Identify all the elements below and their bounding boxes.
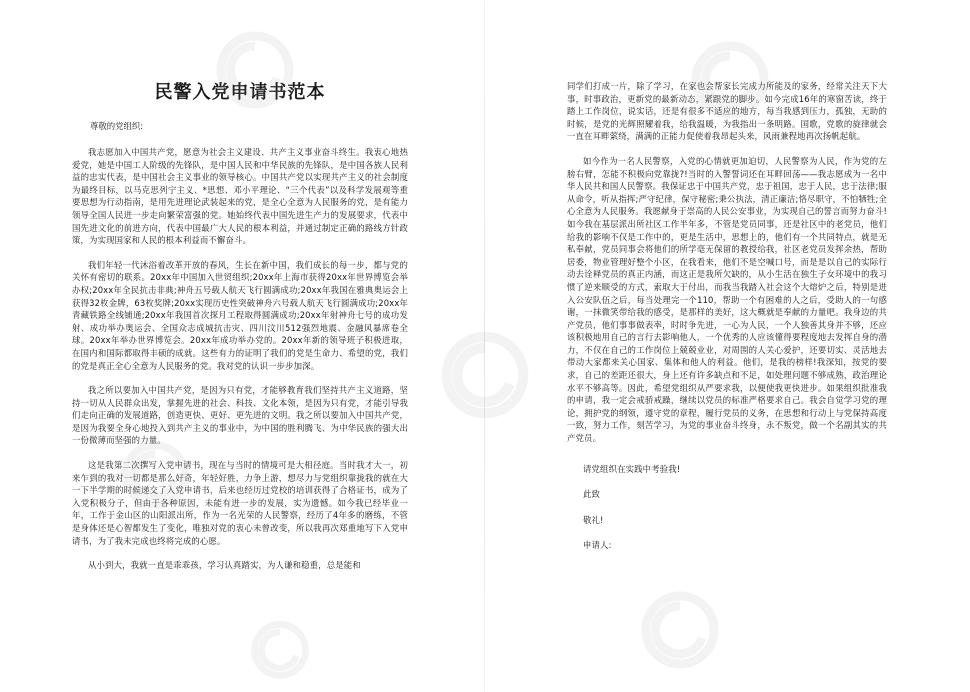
right-body [567, 80, 887, 565]
paragraph-2: 我们年轻一代沐浴着改革开放的春风，生长在新中国，我们成长的每一步，都与党的关怀有密切的联系。20xx年中国加入世贸组织;20xx年上海市获得20xx年世界博览会举办权;20xx年全民抗击非典;神舟五号载人航天飞行圆满成功;20xx年我国在雅典奥运会上获得32枚金牌，63枚奖牌;20xx实现历史性突破神舟六号载人航天飞行圆满成功;20xx年青藏铁路全线铺通;20xx年我国首次探月工程取得圆满成功;20xx年射神舟七号的成功发射、成功举办奥运会、全国众志成城抗击灾、四川汶川512强烈地震、金融风暴席卷全球。20xx年举办世界博览会。20xx年成功举办党的。20xx年新的领导班子积极进取，在国内和国际都取得丰硕的成就。这些有力的证明了我们的党是生命力、希望的党，我们的党是真正全心全意为人民服务的党。我对党的认识一步步加深。 [72, 259, 408, 371]
salutation: 尊敬的党组织: [90, 121, 144, 131]
paragraph-7: 如今作为一名人民警察，入党的心情就更加迫切，人民警察为人民，作为党的左膀右臂，怎能不积极向党靠拢?!当时的入警誓词还在耳畔回荡——我志愿成为一名中华人民共和国人民警察。我保证忠于中国共产党，忠于祖国，忠于人民，忠于法律;服从命令，听从指挥;严守纪律，保守秘密;秉公执法，清正廉洁;恪尽职守，不怕牺牲;全心全意为人民服务。我愿献身于崇高的人民公安事业，为实现自己的誓言而努力奋斗!如今我在基层派出所社区工作半年多，不管是党员同事，还是社区中的老党员，他们给我的影响不仅是工作中的，更是生活中，思想上的，他们有一个共同特点，就是无私奉献，党员同事会将他们的所学毫无保留的教授给我，社区老党员发挥余热，帮助居委，物业管理好整个小区，在我看来，他们不是空喊口号，而是是以自己的实际行动去诠释党员的真正内涵，而这正是我所欠缺的，从小生活在独生子女环境中的我习惯了逆来顺受的方式，索取大于付出，而我当我踏入社会这个大熔炉之后，特别是进入公安队伍之后，每当处理完一个110，帮助一个有困难的人之后，受助人的一句感谢，一抹微笑带给我的感受，是那样的美好，这大概就是奉献的力量吧。我身边的共产党员，他们事事做表率，时时争先进，一心为人民，一个人独善其身并不够，还应该积极地用自己的言行去影响他人，一个优秀的人应该懂得要程度地去发挥自身的潜力，不仅在自己的工作岗位上兢兢业业，对周围的人关心爱护，还要切实、灵活地去带动大家都来关心国家、集体和他人的利益。他们，是我的榜样!我深知，按党的要求，自己的差距还很大，身上还有许多缺点和不足，如处理问题不够成熟，政治理论水平不够高等。因此，希望党组织从严要求我，以便使我更快进步。如果组织批准我的申请，我一定会戒骄戒躁，继续以党员的标准严格要求自己。我会自觉学习党的理论，拥护党的纲领，遵守党的章程，履行党员的义务，在思想和行动上与党保持高度一致，努力工作，刻苦学习，为党的事业奋斗终身，永不叛党，做一个名副其实的共产党员。 [567, 155, 887, 444]
paragraph-1: 我志愿加入中国共产党，愿意为社会主义建设、共产主义事业奋斗终生。我衷心地热爱党，她是中国工人阶级的先锋队，是中国人民和中华民族的先锋队，是中国各族人民利益的忠实代表，是中国社会主义事业的领导核心。中国共产党以实现共产主义的社会制度为最终目标，以马克思列宁主义、*思想、邓小平理论、“三个代表”以及科学发展观等重要思想为行动指南，是用先进理论武装起来的党，是全心全意为人民服务的党，是有能力领导全国人民进一步走向繁荣富强的党。她始终代表中国先进生产力的发展要求，代表中国先进文化的前进方向，代表中国最广大人民的根本利益，并通过制定正确的路线方针政策，为实现国家和人民的根本利益而不懈奋斗。 [72, 147, 408, 246]
applicant-label: 申请人: [583, 540, 612, 551]
page-title: 民警入党申请书范本 [154, 82, 326, 103]
left-body [72, 146, 408, 584]
paragraph-5: 从小到大，我就一直是乖乖孩，学习认真踏实，为人谦和稳重，总是能和 [88, 560, 361, 571]
closing-ci: 此致 [583, 489, 601, 500]
right-page [485, 0, 970, 692]
closing-request: 请党组织在实践中考验我! [583, 463, 681, 474]
paragraph-4: 这是我第二次撰写入党申请书，现在与当时的情境可是大相径庭。当时我才大一，初来乍到的我对一切都是那么好奇，年轻好胜，力争上游，想尽力与党组织靠拢我的就在大一下半学期的时候递交了入党申请书，后来也经历过党校的培训获得了合格证书，成为了入党积极分子，但由于各种原因，未能有进一步的发展，实为遗憾。如今我已经毕业一年，工作于金山区的山阳派出所，作为一名光荣的人民警察，经历了4年多的磨练，不管是身体还是心智都发生了变化，唯独对党的衷心未曾改变，所以我再次郑重地写下入党申请书，为了我未完成也终将完成的心愿。 [72, 460, 408, 546]
closing-salute: 敬礼! [583, 514, 604, 525]
paragraph-6: 同学们打成一片，除了学习，在家也会帮家长完成力所能及的家务，经常关注天下大事，时事政治，更新党的最新动态，紧跟党的脚步。如今完成16年的寒窗苦读，终于踏上工作岗位，说实话，还是有很多不适应的地方，每当我感到压力，孤独，无助的时候，是党的光辉照耀着我，给我温暖，为我指出一条明路。国歌，党歌的旋律就会一直在耳畔萦绕，满满的正能力促使着我昂起头来，风雨兼程地再次扬帆起航。 [567, 81, 887, 142]
paragraph-3: 我之所以要加入中国共产党，是因为只有党，才能够教育我们坚持共产主义道路，坚持一切从人民群众出发，掌握先进的社会、科技、文化本领，是因为只有党，才能引导我们走向正确的发展道路，创造更快、更好、更先进的文明。我之所以要加入中国共产党，是因为我要全身心地投入到共产主义的事业中，为中国的胜利腾飞、为中华民族的强大出一份微薄而坚强的力量。 [72, 385, 408, 446]
